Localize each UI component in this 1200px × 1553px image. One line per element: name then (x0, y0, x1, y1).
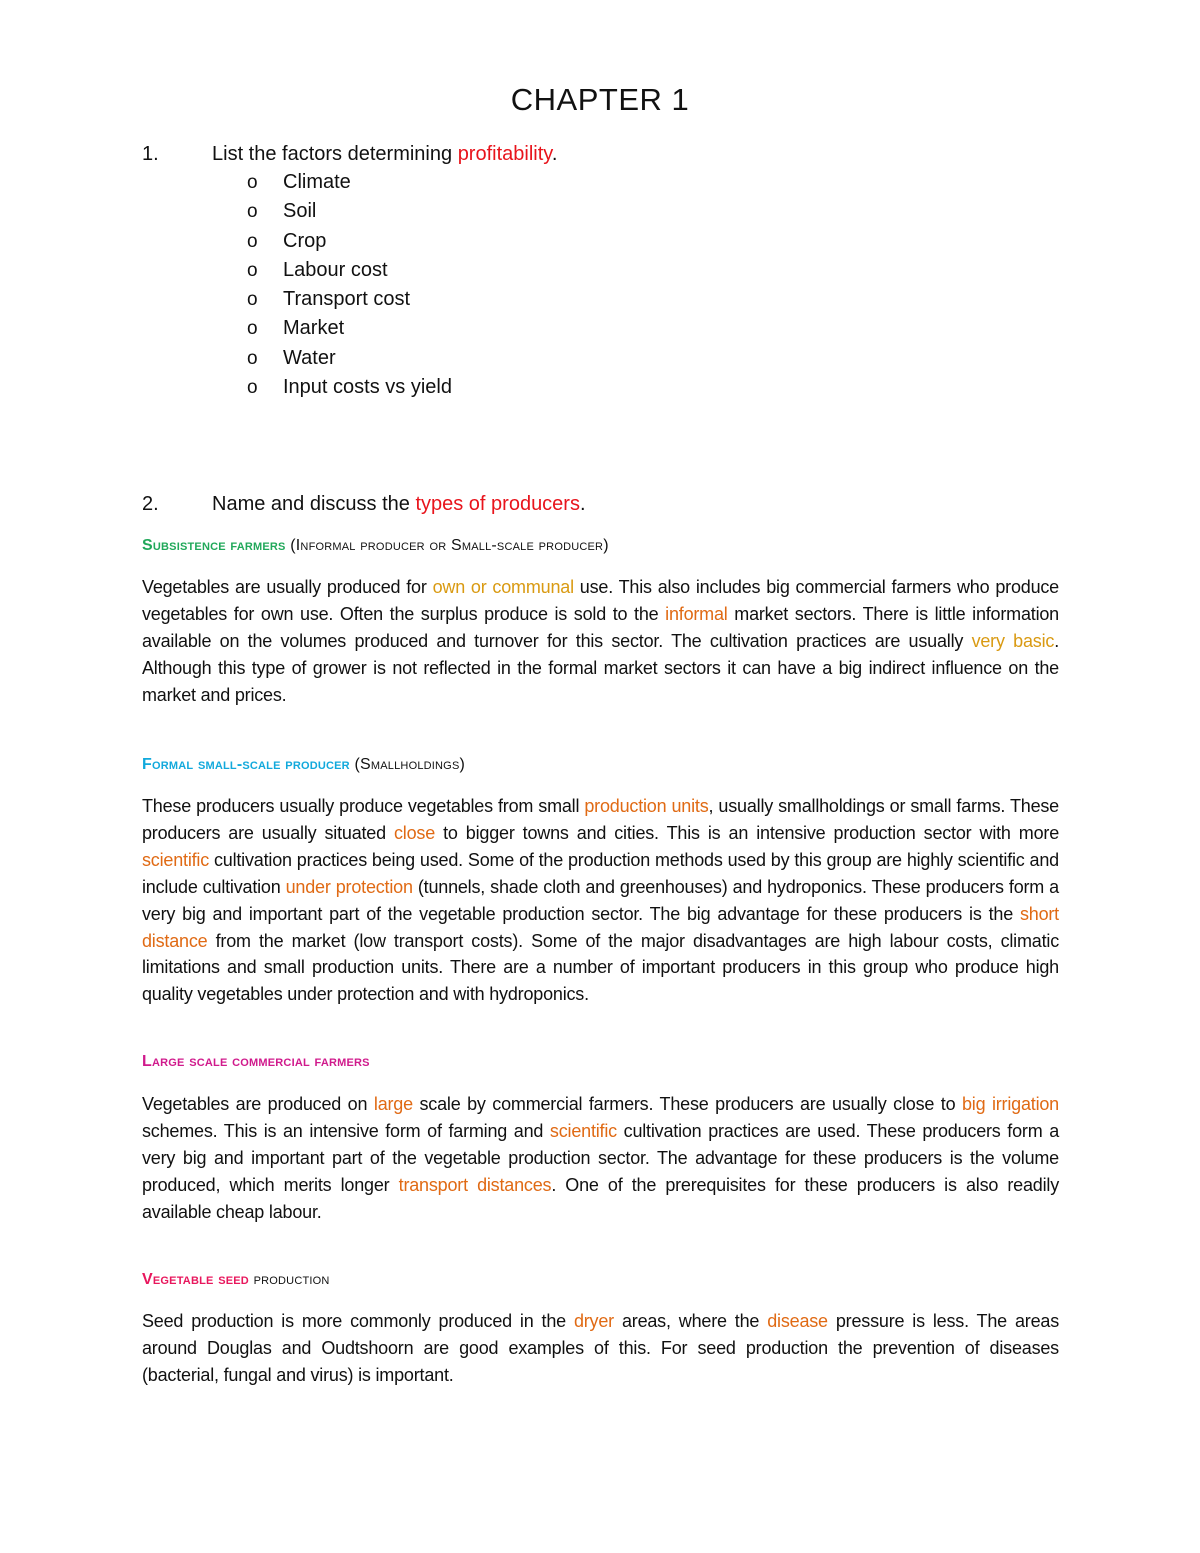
bullet-icon: o (247, 230, 258, 252)
list-item (247, 227, 452, 256)
list-item-label: Input costs vs yield (283, 376, 452, 399)
paragraph-seed: Seed production is more commonly produced in the dryer areas, where the disease pressure is less. The areas around Douglas and Oudtshoorn are good examples of this. For seed production the prevention of diseases (bacterial, fungal and virus) is important. (142, 1311, 1059, 1385)
highlight-text: dryer (573, 1311, 614, 1331)
list-item (247, 314, 452, 343)
highlight-text: disease (767, 1311, 828, 1331)
question-1-highlight: profitability (457, 143, 552, 165)
bullet-icon: o (247, 318, 258, 340)
bullet-icon: o (247, 377, 258, 399)
question-2-end: . (579, 493, 586, 515)
paragraph-large: Vegetables are produced on large scale by commercial farmers. These producers are usually close to big irrigation schemes. This is an intensive form of farming and scientific cultivation practices are used. These producers form a very big and important part of the vegetable production sector. The advantage for these producers is the volume produced, which merits longer transport distances. One of the prerequisites for these producers is also readily available cheap labour. (142, 1094, 1060, 1222)
list-item-label: Soil (283, 200, 317, 223)
list-item-label: Transport cost (283, 288, 411, 311)
bullet-icon: o (247, 172, 258, 193)
paragraph-subsistence: Vegetables are usually produced for own or communal use. This also includes big commercial farmers who produce vegetables for own use. Often the surplus produce is sold to the informal market sectors. There is little information available on the volumes produced and turnover for this sector. The cultivation practices are usually very basic. Although this type of grower is not reflected in the formal market sectors it can have a big indirect influence on the market and prices. (142, 577, 1059, 705)
question-1 (142, 140, 557, 168)
highlight-text: own or communal (432, 577, 574, 597)
question-2 (142, 490, 586, 518)
highlight-text: short distance (142, 903, 1059, 951)
question-2-text: Name and discuss the (212, 493, 416, 515)
profitability-factors-list (247, 168, 452, 402)
bullet-icon: o (247, 201, 258, 223)
section-heading-strong: Vegetable seed (142, 1271, 249, 1288)
question-2-number: 2. (142, 493, 159, 515)
highlight-text: scientific (142, 849, 210, 870)
section-heading-large (142, 1053, 370, 1071)
list-item (247, 168, 452, 197)
bullet-icon: o (247, 289, 258, 311)
list-item (247, 285, 452, 314)
highlight-text: scientific (549, 1120, 617, 1141)
section-heading-rest: (Smallholdings) (349, 756, 466, 773)
list-item-label: Water (283, 346, 336, 369)
section-heading-rest: production (248, 1271, 330, 1288)
list-item (247, 197, 452, 226)
section-heading-strong: Subsistence farmers (142, 537, 286, 554)
section-heading-strong: Formal small-scale producer (142, 756, 350, 773)
question-2-highlight: types of producers (415, 493, 580, 515)
highlight-text: transport distances (398, 1174, 552, 1195)
question-1-text: List the factors determining (212, 143, 458, 165)
highlight-text: under protection (285, 876, 413, 897)
section-heading-formal (142, 756, 465, 774)
chapter-title: CHAPTER 1 (510, 82, 690, 117)
section-heading-subsistence (142, 537, 609, 555)
highlight-text: big irrigation (961, 1094, 1059, 1114)
section-heading-seed (142, 1271, 330, 1289)
question-1-end: . (551, 143, 558, 165)
section-heading-strong: Large scale commercial farmers (142, 1053, 370, 1070)
list-item (247, 344, 452, 373)
highlight-text: production units (584, 796, 709, 816)
section-heading-rest: (Informal producer or Small-scale producer) (285, 537, 609, 554)
list-item-label: Climate (283, 171, 351, 193)
bullet-icon: o (247, 347, 258, 369)
list-item-label: Labour cost (283, 258, 388, 281)
highlight-text: informal (665, 603, 728, 624)
bullet-icon: o (247, 259, 258, 281)
highlight-text: very basic (971, 630, 1055, 651)
list-item-label: Crop (283, 229, 327, 252)
highlight-text: large (373, 1094, 413, 1114)
list-item (247, 373, 452, 402)
paragraph-formal: These producers usually produce vegetables from small production units, usually smallholdings or small farms. These producers are usually situated close to bigger towns and cities. This is an intensive production sector with more scientific cultivation practices being used. Some of the production methods used by this group are highly scientific and include cultivation under protection (tunnels, shade cloth and greenhouses) and hydroponics. These producers form a very big and important part of the vegetable production sector. The big advantage for these producers is the short distance from the market (low transport costs). Some of the major disadvantages are high labour costs, climatic limitations and small production units. There are a number of important producers in this group who produce high quality vegetables under protection and with hydroponics. (142, 796, 1060, 1005)
list-item-label: Market (283, 317, 345, 340)
list-item (247, 256, 452, 285)
highlight-text: close (394, 822, 436, 843)
question-1-number: 1. (142, 143, 159, 165)
